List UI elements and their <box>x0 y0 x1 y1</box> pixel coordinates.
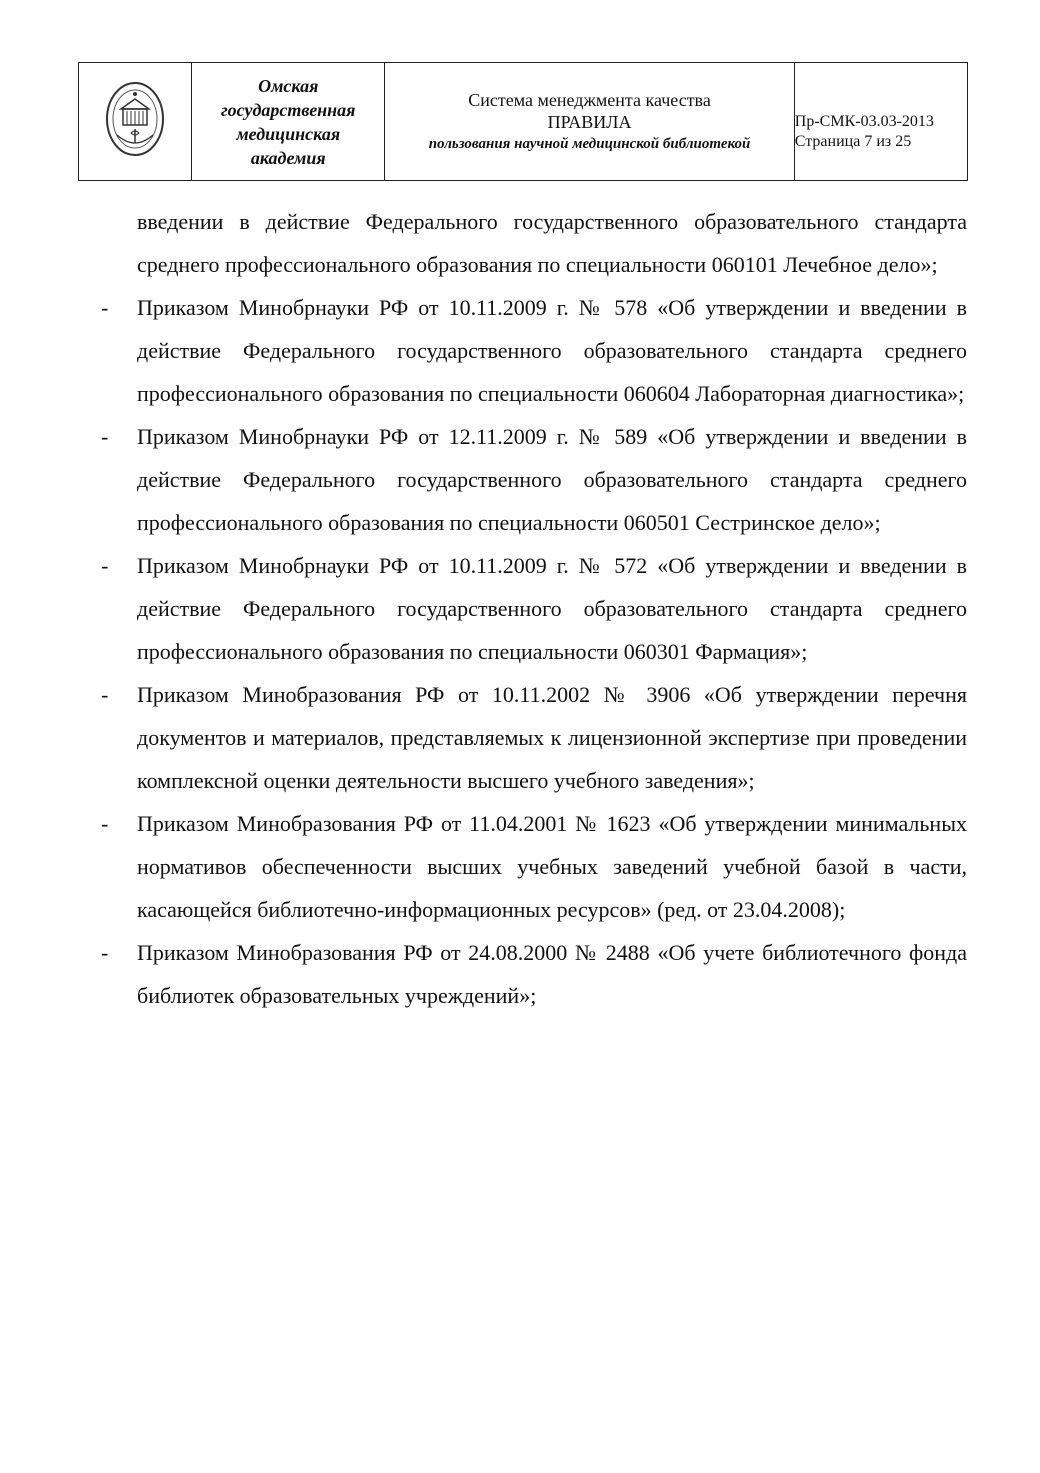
list-bullet: - <box>101 811 109 836</box>
organization-name: Омская государственная медицинская академия <box>221 75 356 168</box>
list-item <box>101 931 967 1017</box>
logo-cell <box>79 63 192 181</box>
list-item-text: Приказом Минобразования РФ от 24.08.2000 № 2488 «Об учете библиотечного фонда библиотек образовательных учреждений»; <box>137 940 967 1008</box>
list-item <box>101 415 967 544</box>
document-body <box>101 200 967 1017</box>
list-item <box>101 802 967 931</box>
list-bullet: - <box>101 295 109 320</box>
system-title: Система менеджмента качества <box>468 89 711 110</box>
academy-emblem-icon <box>103 79 167 159</box>
list-bullet: - <box>101 682 109 707</box>
list-bullet: - <box>101 940 109 965</box>
document-subject: пользования научной медицинской библиотекой <box>428 135 751 152</box>
document-header-table <box>78 62 968 181</box>
document-type: ПРАВИЛА <box>547 111 632 132</box>
continuation-paragraph: введении в действие Федерального государственного образовательного стандарта среднего профессионального образования по специальности 060101 Лечебное дело»; <box>137 209 967 277</box>
list-bullet: - <box>101 424 109 449</box>
list-item-text: Приказом Минобразования РФ от 10.11.2002 № 3906 «Об утверждении перечня документов и материалов, представляемых к лицензионной экспертизе при проведении комплексной оценки деятельности высшего учебного заведения»; <box>137 682 967 793</box>
list-item <box>101 673 967 802</box>
list-item <box>101 286 967 415</box>
list-item <box>101 544 967 673</box>
code-cell <box>794 63 967 181</box>
list-item-text: Приказом Минобрнауки РФ от 10.11.2009 г. № 572 «Об утверждении и введении в действие Федерального государственного образовательного стандарта среднего профессионального образования по специальности 060301 Фармация»; <box>137 553 967 664</box>
list-item-text: Приказом Минобрнауки РФ от 12.11.2009 г. № 589 «Об утверждении и введении в действие Федерального государственного образовательного стандарта среднего профессионального образования по специальности 060501 Сестринское дело»; <box>137 424 967 535</box>
list-item-text: Приказом Минобразования РФ от 11.04.2001 № 1623 «Об утверждении минимальных нормативов обеспеченности высших учебных заведений учебной базой в части, касающейся библиотечно-информационных ресурсов» (ред. от 23.04.2008); <box>137 811 967 922</box>
list-item-text: Приказом Минобрнауки РФ от 10.11.2009 г. № 578 «Об утверждении и введении в действие Федерального государственного образовательного стандарта среднего профессионального образования по специальности 060604 Лабораторная диагностика»; <box>137 295 967 406</box>
list-bullet: - <box>101 553 109 578</box>
page-number: Страница 7 из 25 <box>794 133 912 150</box>
organization-cell <box>192 63 385 181</box>
system-cell <box>385 63 794 181</box>
document-code: Пр-СМК-03.03-2013 <box>794 113 934 130</box>
